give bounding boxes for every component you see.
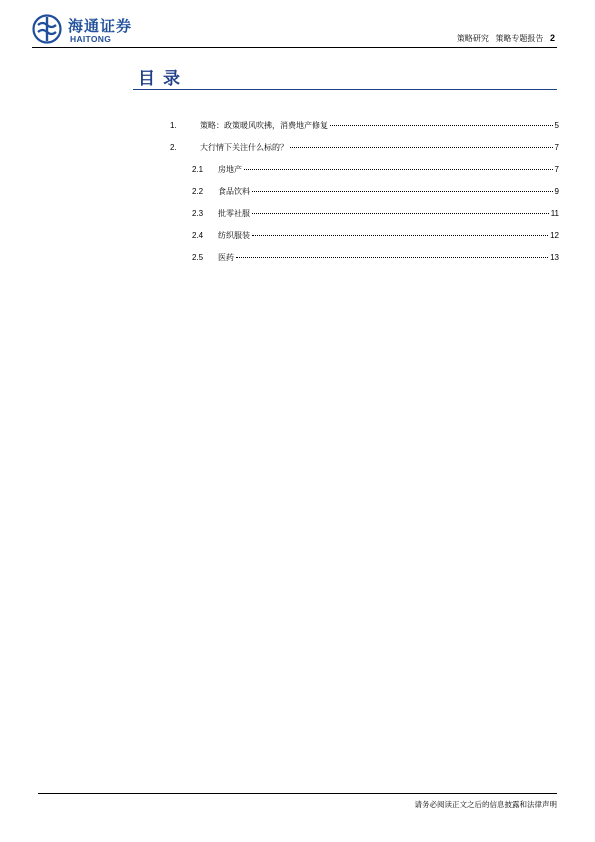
header-info [457,33,555,44]
toc-entry-label: 医药 [218,253,234,262]
toc-entry-number: 2.1 [192,165,204,174]
toc-subentry[interactable] [170,252,559,274]
toc-dot-leader [252,191,553,192]
logo-chinese-name: 海通证券 [68,17,133,35]
toc-title-divider [133,89,557,90]
toc-dot-leader [290,147,553,148]
toc-dot-leader [244,169,553,170]
header-divider [32,47,557,48]
toc-entry[interactable] [170,142,559,164]
toc-subentry[interactable] [170,208,559,230]
toc-entry-label: 食品饮料 [218,187,250,196]
table-of-contents [170,120,559,274]
header-report-type: 策略专题报告 [495,34,544,43]
toc-entry-page: 11 [550,209,559,218]
toc-entry-number: 2.4 [192,231,204,240]
toc-entry-number: 2. [170,143,177,152]
toc-dot-leader [236,257,548,258]
toc-entry-number: 1. [170,121,177,130]
footer-divider [38,793,557,794]
header-category: 策略研究 [456,34,489,43]
toc-entry-label: 房地产 [218,165,242,174]
toc-entry-page: 12 [550,231,559,240]
toc-entry-number: 2.2 [192,187,204,196]
footer-disclaimer: 请务必阅读正文之后的信息披露和法律声明 [414,800,557,809]
toc-dot-leader [252,235,548,236]
toc-entry-label: 策略：政策暖风吹拂，消费地产修复 [200,121,328,130]
toc-entry-label: 批零社服 [218,209,250,218]
toc-entry-number: 2.5 [192,253,204,262]
toc-dot-leader [252,213,549,214]
toc-entry-label: 纺织服装 [218,231,250,240]
logo-english-name: HAITONG [70,34,112,44]
haitong-logo-icon [32,14,62,44]
haitong-logo [32,14,152,50]
toc-entry-page: 7 [554,143,559,152]
toc-entry-label: 大行情下关注什么标的？ [200,143,288,152]
toc-subentry[interactable] [170,230,559,252]
toc-entry-page: 7 [554,165,559,174]
toc-entry-number: 2.3 [192,209,204,218]
toc-entry-page: 5 [554,121,559,130]
toc-subentry[interactable] [170,164,559,186]
toc-subentry[interactable] [170,186,559,208]
toc-entry-page: 13 [550,253,559,262]
toc-dot-leader [330,125,553,126]
toc-entry-page: 9 [554,187,559,196]
toc-title: 目录 [138,69,188,89]
toc-entry[interactable] [170,120,559,142]
header-page-number: 2 [549,33,555,43]
